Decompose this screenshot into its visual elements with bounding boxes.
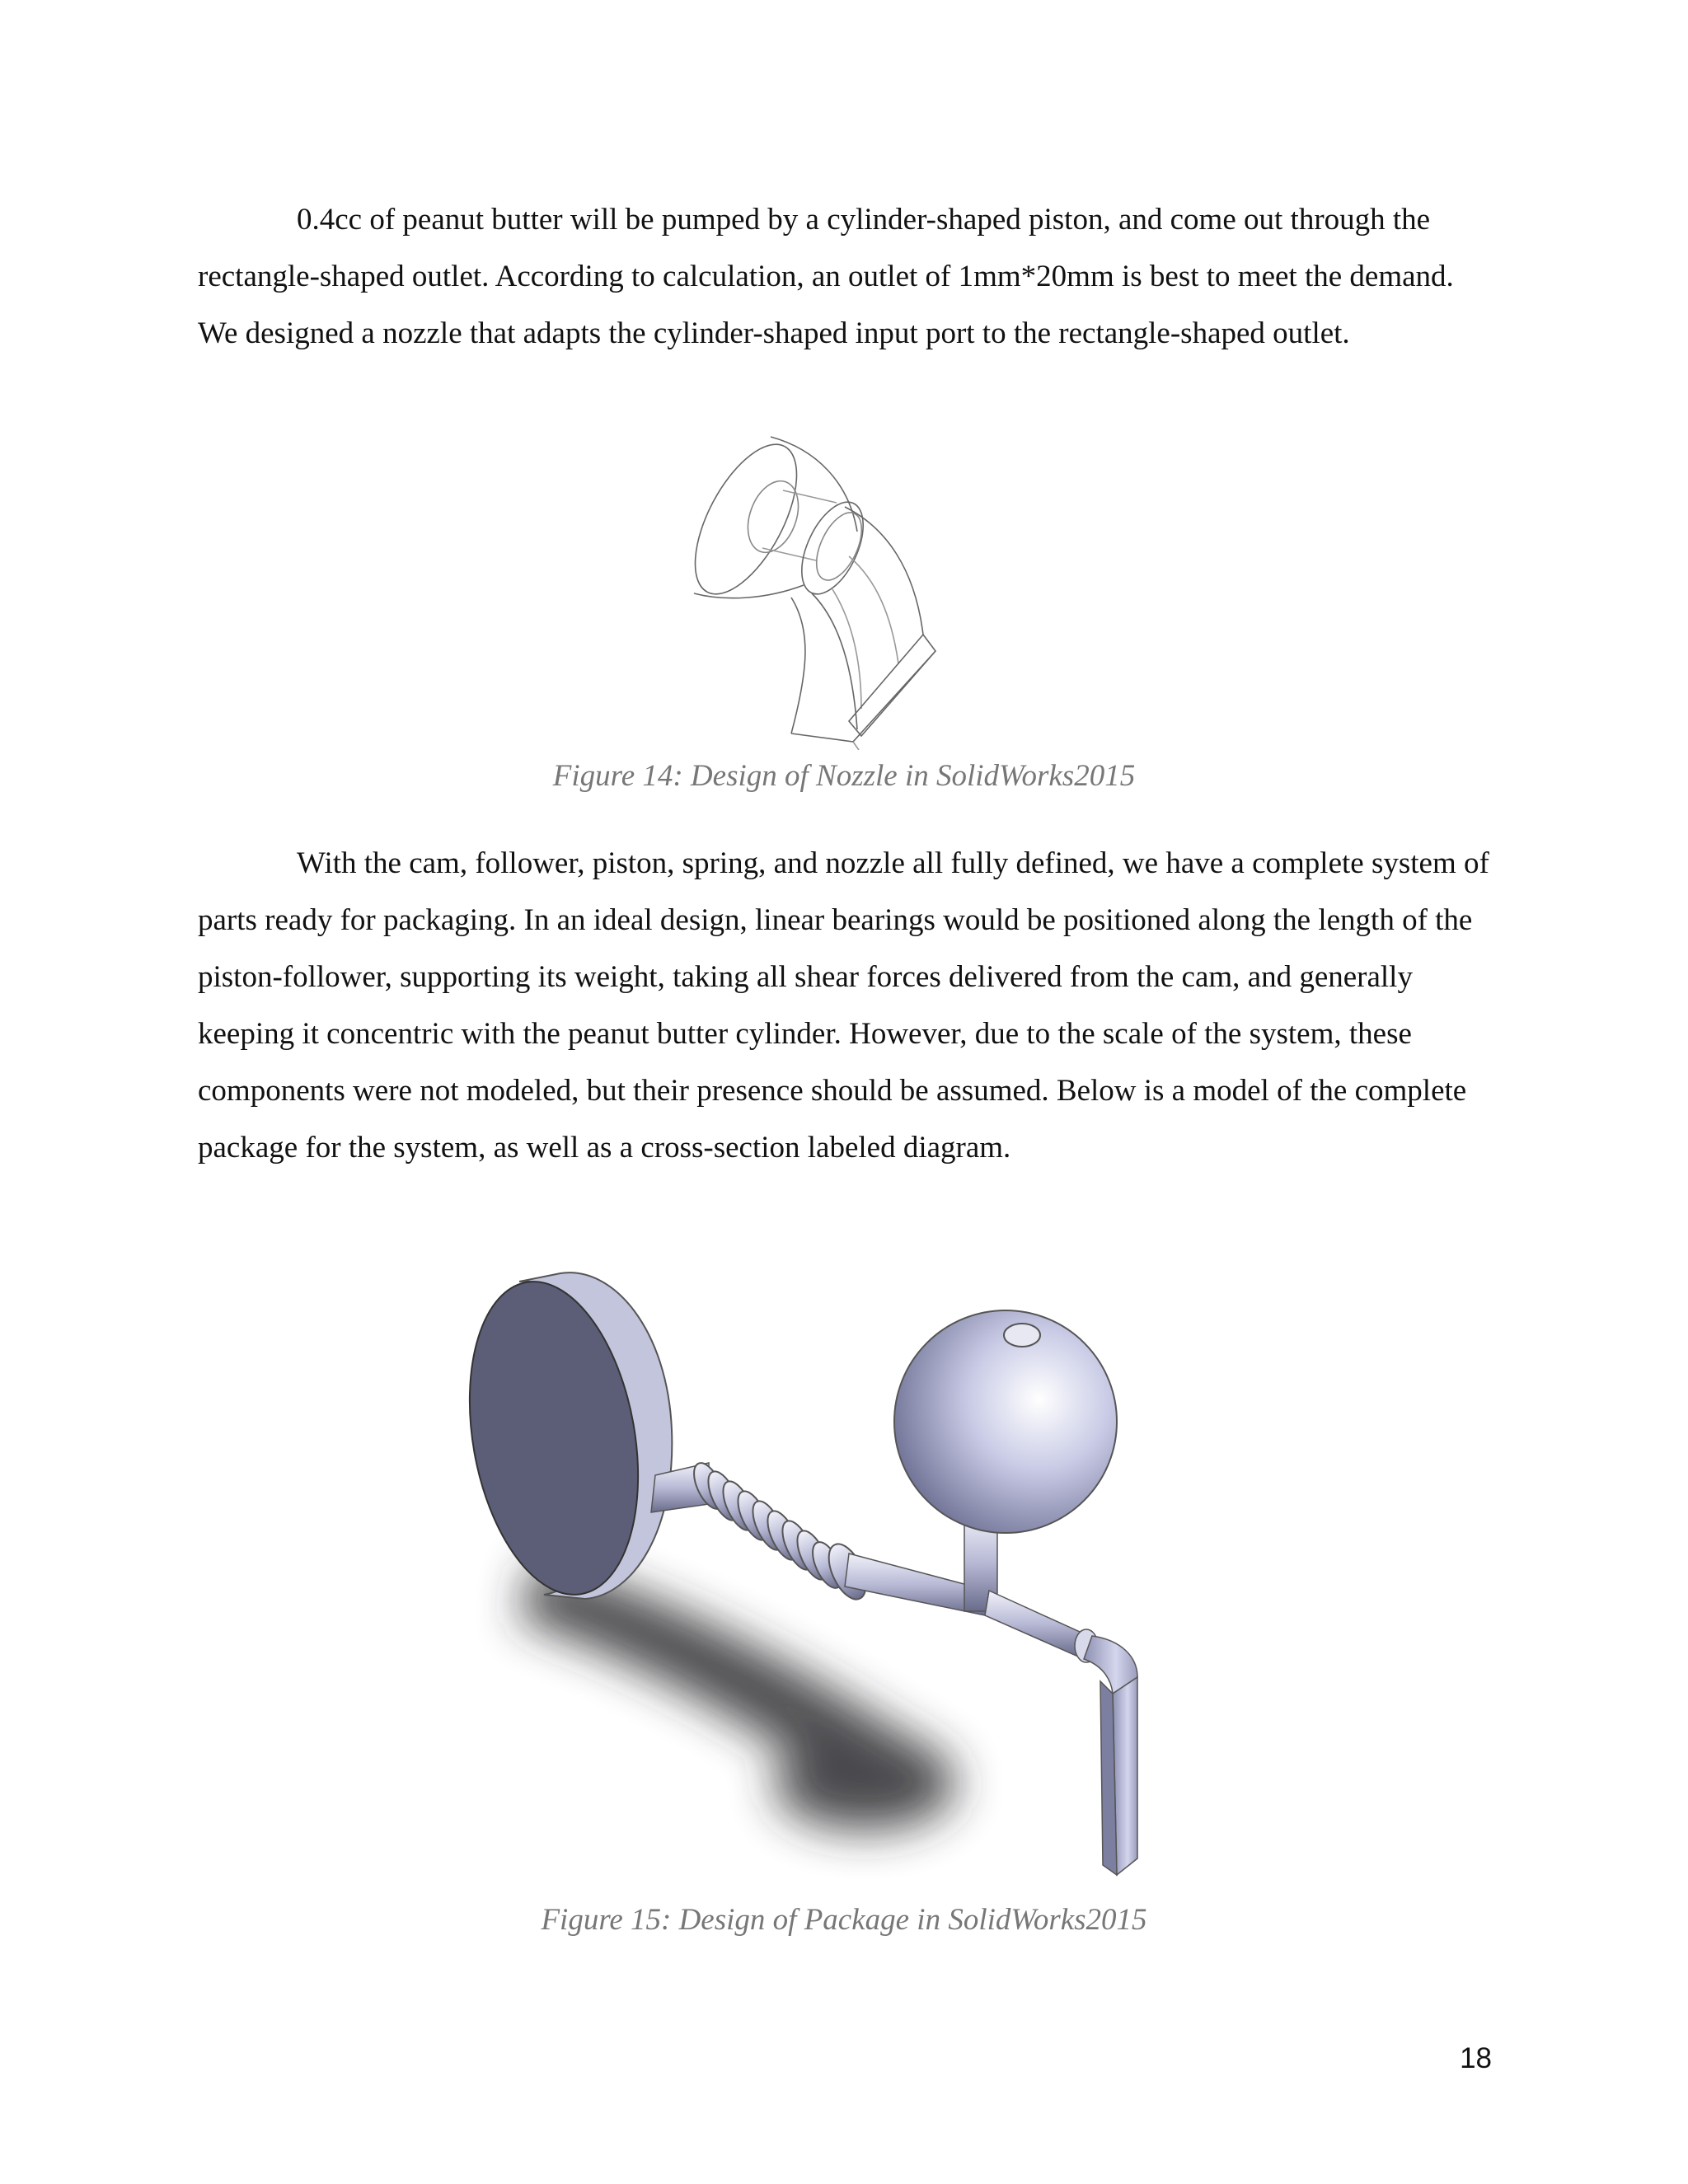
body-paragraph-2: With the cam, follower, piston, spring, and nozzle all fully defined, we have a complete system of parts ready for packaging. In an ideal design, linear bearings would be positioned along the length of the piston-follower, supporting its weight, taking all shear forces delivered from the cam, and generally keeping it concentric with the peanut butter cylinder. However, due to the scale of the system, these components were not modeled, but their presence should be assumed. Below is a model of the complete package for the system, as well as a cross-section labeled diagram. bbox=[198, 846, 1489, 1165]
figure-14-caption: Figure 14: Design of Nozzle in SolidWorks2015 bbox=[552, 759, 1136, 793]
package-figure bbox=[462, 1265, 1245, 1891]
page-number: 18 bbox=[1460, 2042, 1492, 2074]
figure-15-caption: Figure 15: Design of Package in SolidWorks2015 bbox=[541, 1903, 1147, 1937]
body-paragraph-1: 0.4cc of peanut butter will be pumped by a cylinder-shaped piston, and come out through the rectangle-shaped outlet. According to calculation, an outlet of 1mm*20mm is best to meet the demand. We designed a nozzle that adapts the cylinder-shaped input port to the rectangle-shaped outlet. bbox=[198, 203, 1454, 350]
nozzle-figure bbox=[676, 424, 1006, 750]
